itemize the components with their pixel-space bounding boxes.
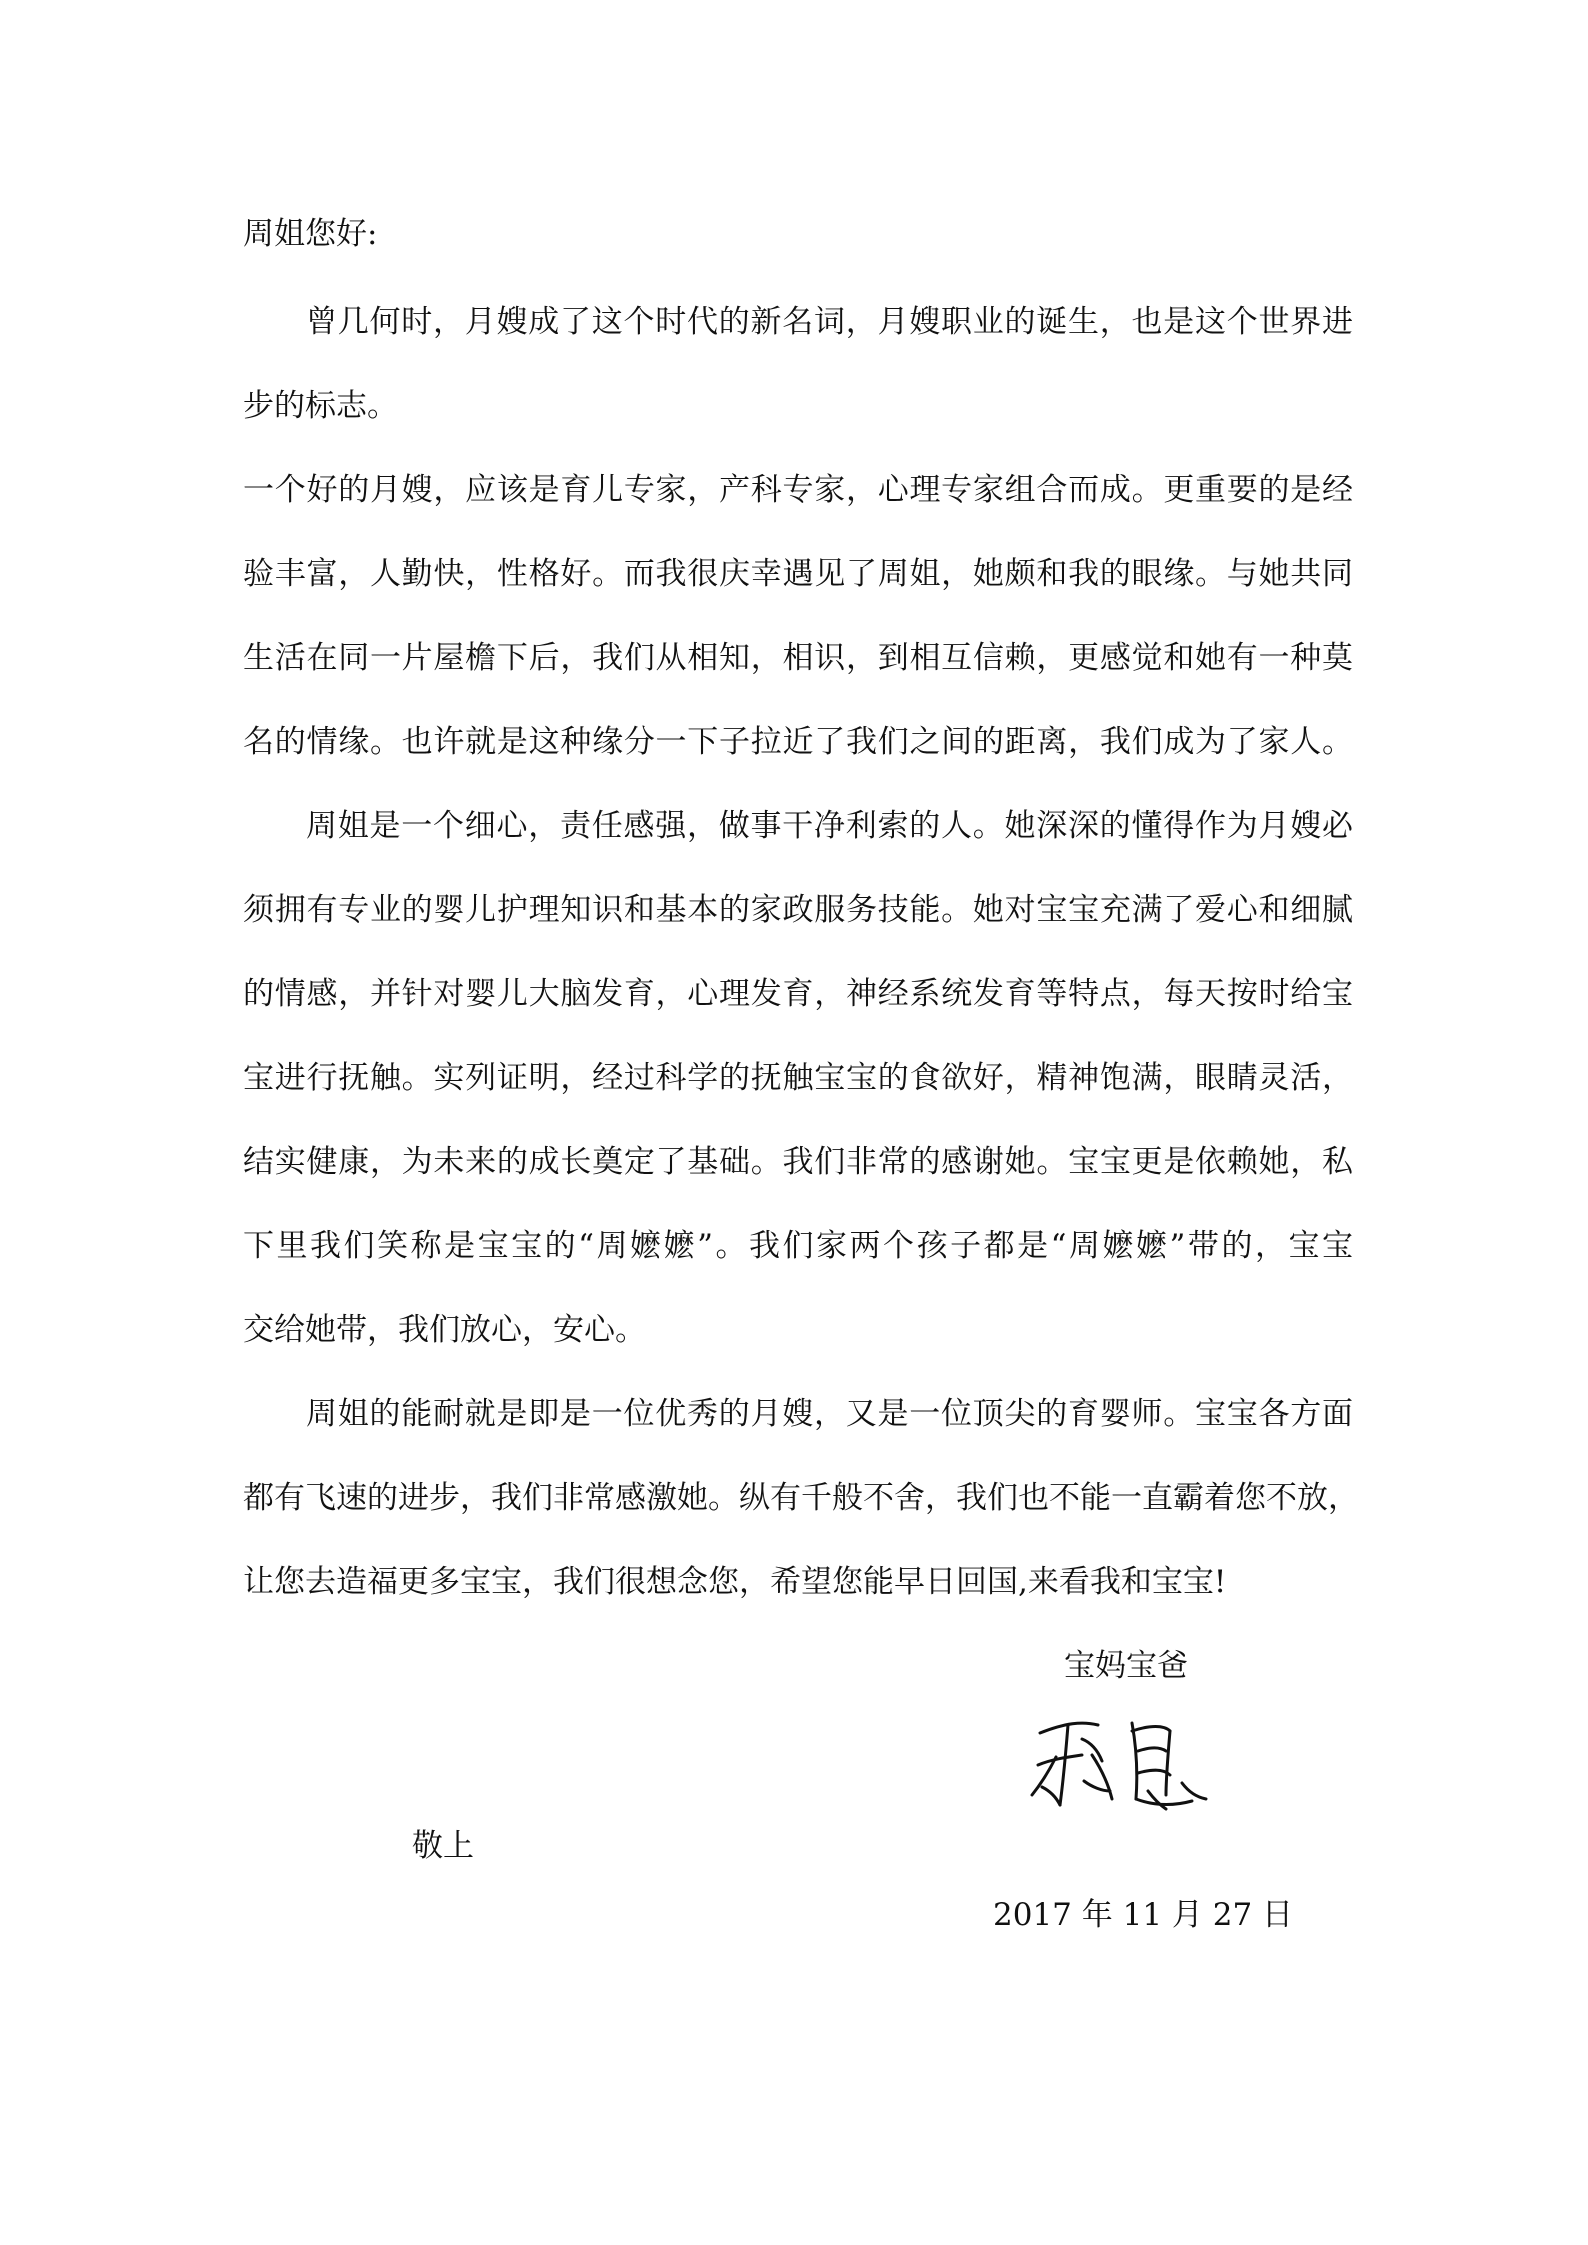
paragraph-3-line-5: 结实健康，为未来的成长奠定了基础。我们非常的感谢她。宝宝更是依赖她，私 bbox=[243, 1144, 1353, 1180]
paragraph-3-line-6: 下里我们笑称是宝宝的“周嬷嬷”。我们家两个孩子都是“周嬷嬷”带的，宝宝 bbox=[243, 1228, 1353, 1264]
paragraph-3-line-2: 须拥有专业的婴儿护理知识和基本的家政服务技能。她对宝宝充满了爱心和细腻 bbox=[243, 892, 1353, 928]
paragraph-3-line-1: 周姐是一个细心，责任感强，做事干净利索的人。她深深的懂得作为月嫂必 bbox=[306, 808, 1353, 844]
paragraph-2-line-3: 生活在同一片屋檐下后，我们从相知，相识，到相互信赖，更感觉和她有一种莫 bbox=[243, 640, 1353, 676]
paragraph-1-line-1: 曾几何时，月嫂成了这个时代的新名词，月嫂职业的诞生，也是这个世界进 bbox=[306, 304, 1353, 340]
paragraph-2-line-2: 验丰富，人勤快，性格好。而我很庆幸遇见了周姐，她颇和我的眼缘。与她共同 bbox=[243, 556, 1353, 592]
paragraph-3-line-4: 宝进行抚触。实列证明，经过科学的抚触宝宝的食欲好，精神饱满，眼睛灵活， bbox=[243, 1060, 1353, 1096]
paragraph-3-line-3: 的情感，并针对婴儿大脑发育，心理发育，神经系统发育等特点，每天按时给宝 bbox=[243, 976, 1353, 1012]
paragraph-2-line-4: 名的情缘。也许就是这种缘分一下子拉近了我们之间的距离，我们成为了家人。 bbox=[243, 724, 1353, 760]
sender: 宝妈宝爸 bbox=[1064, 1648, 1188, 1684]
handwritten-signature bbox=[1020, 1695, 1220, 1835]
paragraph-3-line-7: 交给她带，我们放心，安心。 bbox=[243, 1312, 646, 1348]
paragraph-2-line-1: 一个好的月嫂，应该是育儿专家，产科专家，心理专家组合而成。更重要的是经 bbox=[243, 472, 1353, 508]
salutation: 周姐您好: bbox=[243, 216, 378, 252]
paragraph-4-line-1: 周姐的能耐就是即是一位优秀的月嫂，又是一位顶尖的育婴师。宝宝各方面 bbox=[306, 1396, 1353, 1432]
paragraph-4-line-3: 让您去造福更多宝宝，我们很想念您，希望您能早日回国,来看我和宝宝! bbox=[243, 1564, 1227, 1600]
paragraph-4-line-2: 都有飞速的进步，我们非常感激她。纵有千般不舍，我们也不能一直霸着您不放， bbox=[243, 1480, 1359, 1516]
closing: 敬上 bbox=[412, 1828, 474, 1864]
date: 2017 年 11 月 27 日 bbox=[993, 1897, 1294, 1933]
paragraph-1-line-2: 步的标志。 bbox=[243, 388, 398, 424]
